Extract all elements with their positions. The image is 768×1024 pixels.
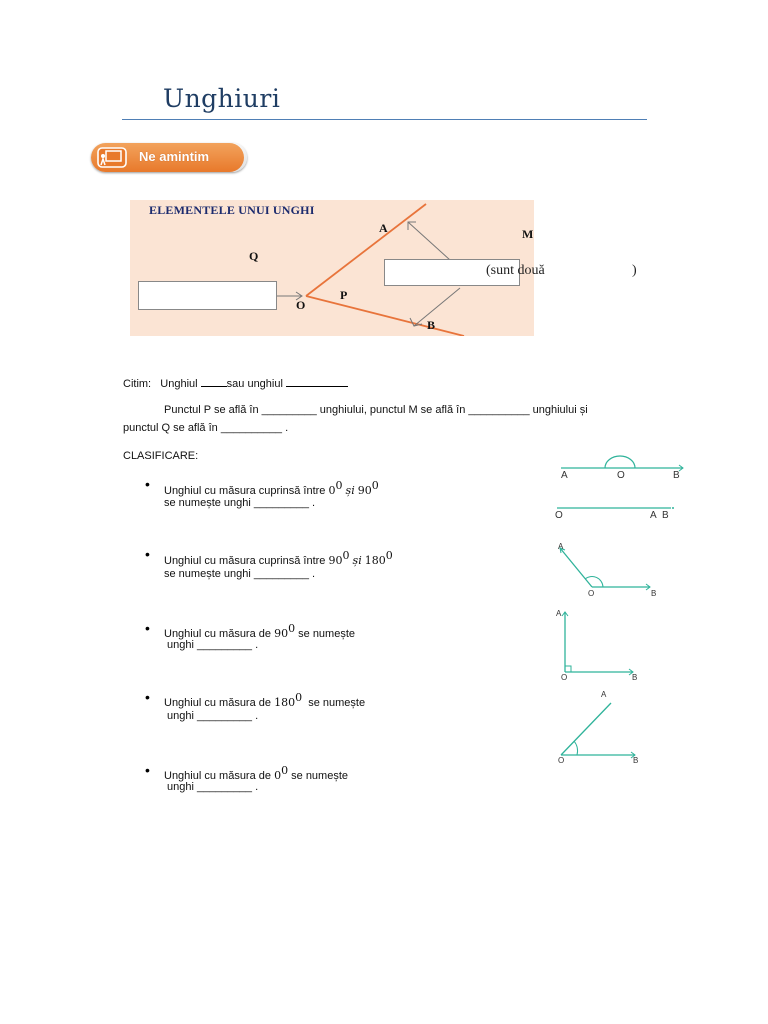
on-angle-blank[interactable]: __________ bbox=[220, 422, 283, 434]
bullet-1: • bbox=[145, 476, 150, 492]
obtuse-angle-drawing bbox=[553, 538, 663, 600]
item-1-line-1: Unghiul cu măsura cuprinsă între $0^0$ și $90^0$ bbox=[164, 479, 379, 497]
label-m: M bbox=[522, 227, 534, 241]
line2-part-a: punctul Q se află în bbox=[123, 422, 218, 434]
straight-label-o: O bbox=[617, 470, 625, 481]
acute-label-a: A bbox=[601, 690, 607, 699]
citim-label: Citim: bbox=[123, 378, 152, 390]
sides-note-close: ) bbox=[632, 263, 637, 278]
item-1-blank[interactable]: _________ bbox=[253, 497, 309, 509]
item-4-line-1: Unghiul cu măsura de $180^0$ se numește bbox=[164, 691, 366, 709]
bullet-3: • bbox=[145, 620, 150, 636]
straight-angle-diagram bbox=[555, 455, 690, 485]
null-angle-diagram bbox=[553, 500, 688, 524]
interior-blank[interactable]: _________ bbox=[261, 404, 317, 416]
item-1-line-2: se numește unghi _________ . bbox=[164, 497, 316, 509]
item-5-line-1: Unghiul cu măsura de $0^0$ se numește bbox=[164, 764, 349, 782]
bullet-2: • bbox=[145, 546, 150, 562]
bullet-5: • bbox=[145, 762, 150, 778]
item-2-blank[interactable]: _________ bbox=[253, 568, 309, 580]
citim-word1: Unghiul bbox=[160, 378, 198, 390]
citim-line bbox=[123, 376, 348, 390]
item-4-blank[interactable]: _________ bbox=[196, 710, 253, 722]
bullet-4: • bbox=[145, 689, 150, 705]
right-angle-drawing bbox=[553, 608, 648, 683]
exercise-line-2 bbox=[123, 422, 288, 434]
line1-part-b: unghiului, punctul M se află în bbox=[319, 404, 466, 416]
title-divider bbox=[122, 119, 647, 120]
item-3-line-2: unghi _________ . bbox=[167, 639, 259, 651]
label-b: B bbox=[427, 318, 436, 332]
citim-word2: sau unghiul bbox=[226, 378, 283, 390]
citim-blank-2[interactable] bbox=[286, 376, 348, 387]
citim-blank-1[interactable] bbox=[201, 376, 227, 387]
obtuse-label-a: A bbox=[558, 542, 564, 551]
presentation-board-icon bbox=[97, 147, 127, 168]
label-p: P bbox=[340, 288, 348, 302]
vertex-answer-box[interactable] bbox=[138, 281, 277, 310]
straight-label-a: A bbox=[561, 470, 568, 481]
item-5-line-2: unghi _________ . bbox=[167, 781, 259, 793]
badge-label: Ne amintim bbox=[139, 149, 210, 164]
right-label-o: O bbox=[561, 673, 568, 682]
item-2-line-1: Unghiul cu măsura cuprinsă între $90^0$ și $180^0$ bbox=[164, 549, 393, 567]
label-q: Q bbox=[249, 249, 259, 263]
right-angle-diagram bbox=[553, 608, 648, 683]
item-2-line-2: se numește unghi _________ . bbox=[164, 568, 316, 580]
exercise-line-1 bbox=[164, 404, 588, 416]
arrow-to-ob bbox=[408, 222, 450, 260]
arrow-to-oa bbox=[414, 288, 460, 326]
angle-elements-figure bbox=[130, 200, 534, 336]
sides-note: (sunt două bbox=[486, 263, 545, 278]
line2-end: . bbox=[285, 422, 289, 434]
line1-part-c: unghiului și bbox=[532, 404, 588, 416]
acute-label-o: O bbox=[558, 756, 565, 765]
null-label-a: A bbox=[650, 510, 657, 521]
ne-amintim-badge bbox=[91, 143, 247, 172]
classification-heading: CLASIFICARE: bbox=[123, 450, 199, 462]
right-label-a: A bbox=[556, 609, 562, 618]
item-3-blank[interactable]: _________ bbox=[196, 639, 253, 651]
item-5-blank[interactable]: _________ bbox=[196, 781, 253, 793]
page-title: Unghiuri bbox=[163, 84, 281, 113]
right-label-b: B bbox=[632, 673, 638, 682]
null-label-o: O bbox=[555, 510, 563, 521]
ray-ob bbox=[306, 296, 464, 336]
acute-label-b: B bbox=[633, 756, 639, 765]
acute-angle-diagram bbox=[553, 690, 653, 768]
item-4-line-2: unghi _________ . bbox=[167, 710, 259, 722]
straight-label-b: B bbox=[673, 470, 680, 481]
obtuse-label-o: O bbox=[588, 589, 595, 598]
exterior-blank[interactable]: __________ bbox=[468, 404, 530, 416]
line1-part-a: Punctul P se află în bbox=[164, 404, 259, 416]
null-label-b: B bbox=[662, 510, 669, 521]
obtuse-label-b: B bbox=[651, 589, 657, 598]
figure-heading: ELEMENTELE UNUI UNGHI bbox=[149, 203, 315, 217]
label-a: A bbox=[379, 221, 388, 235]
label-o: O bbox=[296, 298, 306, 312]
obtuse-angle-diagram bbox=[553, 538, 663, 600]
item-3-line-1: Unghiul cu măsura de $90^0$ se numește bbox=[164, 622, 356, 640]
